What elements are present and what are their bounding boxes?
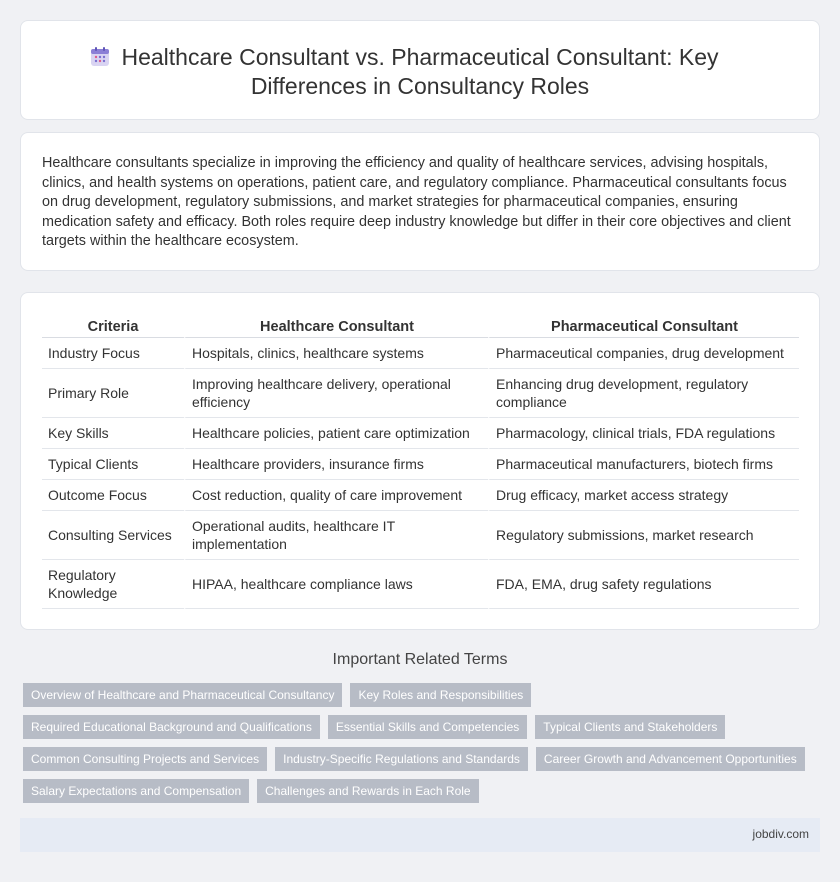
related-terms-row <box>23 715 813 739</box>
table-cell: Pharmaceutical manufacturers, biotech firms <box>488 449 799 480</box>
related-terms-row <box>23 683 813 707</box>
related-terms-row <box>23 747 813 771</box>
related-terms-row <box>23 779 813 803</box>
table-cell: Enhancing drug development, regulatory compliance <box>488 369 799 418</box>
related-term-tag[interactable]: Industry-Specific Regulations and Standards <box>275 747 528 771</box>
page-title-line-2: Differences in Consultancy Roles <box>250 73 590 99</box>
related-term-tag[interactable]: Salary Expectations and Compensation <box>23 779 249 803</box>
title-card <box>20 20 820 120</box>
table-row <box>42 369 799 418</box>
table-header-row <box>42 313 799 338</box>
table-cell: Improving healthcare delivery, operational efficiency <box>184 369 488 418</box>
table-cell: Consulting Services <box>42 511 184 560</box>
header-healthcare: Healthcare Consultant <box>184 313 488 338</box>
table-cell: Pharmaceutical companies, drug development <box>488 338 799 369</box>
table-cell: FDA, EMA, drug safety regulations <box>488 560 799 609</box>
related-terms-heading: Important Related Terms <box>332 651 508 668</box>
related-term-tag[interactable]: Common Consulting Projects and Services <box>23 747 267 771</box>
table-cell: Healthcare policies, patient care optimization <box>184 418 488 449</box>
intro-paragraph: Healthcare consultants specialize in improving the efficiency and quality of healthcare services, advising hospitals, clinics, and health systems on operations, patient care, and regulatory compliance. Pharmaceutical consultants focus on drug development, regulatory submissions, and market strategies for pharmaceutical companies, ensuring medication safety and efficacy. Both roles require deep industry knowledge but differ in their core objectives and client targets within the healthcare ecosystem. <box>42 155 791 249</box>
table-cell: Outcome Focus <box>42 480 184 511</box>
related-terms <box>23 683 813 811</box>
related-term-tag[interactable]: Career Growth and Advancement Opportunities <box>536 747 805 771</box>
table-cell: Regulatory submissions, market research <box>488 511 799 560</box>
comparison-table <box>42 313 799 609</box>
related-term-tag[interactable]: Typical Clients and Stakeholders <box>535 715 725 739</box>
table-cell: Typical Clients <box>42 449 184 480</box>
table-cell: Operational audits, healthcare IT implementation <box>184 511 488 560</box>
table-row <box>42 449 799 480</box>
table-row <box>42 480 799 511</box>
table-cell: Cost reduction, quality of care improvement <box>184 480 488 511</box>
table-row <box>42 560 799 609</box>
header-pharmaceutical: Pharmaceutical Consultant <box>488 313 799 338</box>
table-cell: Healthcare providers, insurance firms <box>184 449 488 480</box>
table-cell: Primary Role <box>42 369 184 418</box>
page-title <box>21 43 819 101</box>
table-cell: Pharmacology, clinical trials, FDA regulations <box>488 418 799 449</box>
related-term-tag[interactable]: Key Roles and Responsibilities <box>350 683 531 707</box>
footer <box>20 818 820 852</box>
table-cell: Key Skills <box>42 418 184 449</box>
page-title-line-1: Healthcare Consultant vs. Pharmaceutical Consultant: Key <box>121 44 719 70</box>
table-cell: HIPAA, healthcare compliance laws <box>184 560 488 609</box>
header-criteria: Criteria <box>42 313 184 338</box>
table-cell: Industry Focus <box>42 338 184 369</box>
footer-site-link[interactable]: jobdiv.com <box>752 827 809 841</box>
intro-card <box>20 132 820 271</box>
related-term-tag[interactable]: Essential Skills and Competencies <box>328 715 527 739</box>
table-row <box>42 338 799 369</box>
related-term-tag[interactable]: Overview of Healthcare and Pharmaceutical Consultancy <box>23 683 342 707</box>
table-row <box>42 511 799 560</box>
comparison-card <box>20 292 820 630</box>
table-cell: Regulatory Knowledge <box>42 560 184 609</box>
related-term-tag[interactable]: Required Educational Background and Qualifications <box>23 715 320 739</box>
table-row <box>42 418 799 449</box>
table-cell: Drug efficacy, market access strategy <box>488 480 799 511</box>
table-cell: Hospitals, clinics, healthcare systems <box>184 338 488 369</box>
related-term-tag[interactable]: Challenges and Rewards in Each Role <box>257 779 478 803</box>
